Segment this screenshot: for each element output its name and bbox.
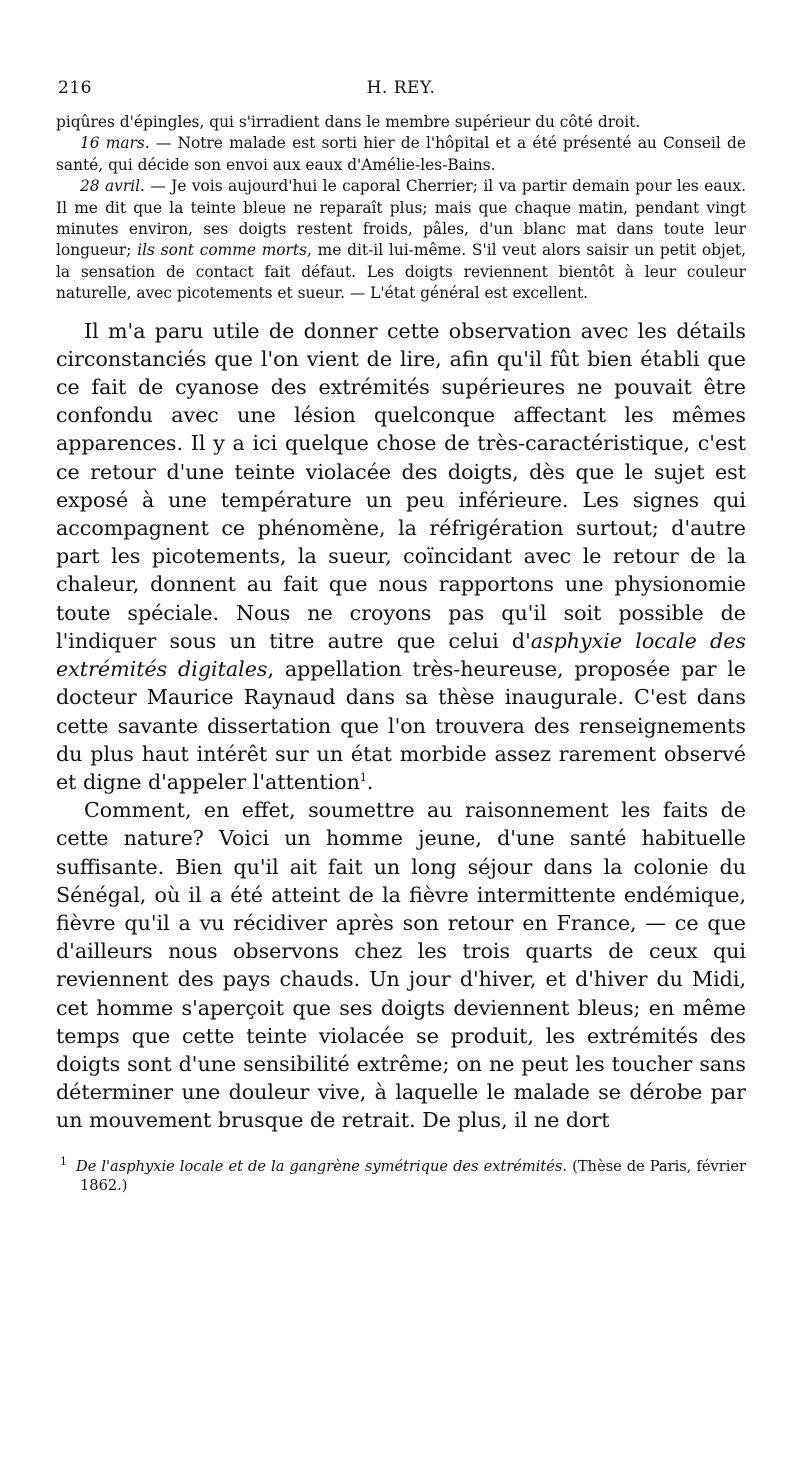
footnote-reference[interactable]: 1 — [359, 771, 367, 785]
observation-paragraph — [56, 176, 746, 304]
observation-date: 16 mars. — [80, 134, 150, 153]
page-header — [56, 78, 746, 106]
footnote-title: De l'asphyxie locale et de la gangrène symétrique des extrémités. — [76, 1157, 568, 1175]
main-text — [56, 317, 746, 1135]
body-text: . — [366, 769, 374, 794]
body-text: Il m'a paru utile de donner cette observation avec les détails circonstanciés que l'on vient de lire, afin qu'il fût bien établi que ce fait de cyanose des extrémités supérieures ne pouvait être confondu avec une lésion quelconque affectant les mêmes apparences. Il y a ici quelque chose de très-caractéristique, c'est ce retour d'une teinte violacée des doigts, dès que le sujet est exposé à une température un peu inférieure. Les signes qui accompagnent ce phénomène, la réfrigération surtout; d'autre part les picotements, la sueur, coïncidant avec le retour de la chaleur, donnent au fait que nous rapportons une physionomie toute spéciale. Nous ne croyons pas qu'il soit possible de l'indiquer sous un titre autre que celui d' — [56, 318, 746, 653]
observation-paragraph — [56, 133, 746, 176]
observation-paragraph: piqûres d'épingles, qui s'irradient dans le membre supérieur du côté droit. — [56, 113, 641, 131]
footnote: $^1$ De l'asphyxie locale et de la gangrène symétrique des extrémités. (Thèse de Paris, février 1862.) — [60, 1154, 746, 1194]
patient-quote: ils sont comme morts — [137, 241, 307, 260]
footnote-citation: (Thèse de Paris, février 1862.) — [80, 1157, 746, 1194]
observation-text: — Notre malade est sorti hier de l'hôpital et a été présenté au Conseil de santé, qui décide son envoi aux eaux d'Amélie-les-Bains. — [56, 134, 746, 174]
observation-text: — Je vois aujourd'hui le caporal Cherrier; il va partir demain pour les eaux. Il me dit que la teinte bleue ne reparaît plus; mais que chaque matin, pendant vingt minutes environ, ses doigts restent froids, pâles, d'un blanc mat dans toute leur longueur; — [56, 177, 746, 260]
body-paragraph — [56, 317, 746, 796]
running-title: H. REY. — [366, 78, 436, 98]
observation-text: , me dit-il lui-même. S'il veut alors saisir un petit objet, la sensation de contact fait défaut. Les doigts reviennent bientôt à leur couleur naturelle, avec picotements et sueur. — L'état général est excellent. — [56, 241, 746, 303]
observation-date: 28 avril. — [80, 177, 145, 196]
body-paragraph: Comment, en effet, soumettre au raisonnement les faits de cette nature? Voici un homme jeune, d'une santé habituelle suffisante. Bien qu'il ait fait un long séjour dans la colonie du Sénégal, où il a été atteint de la fièvre intermittente endémique, fièvre qu'il a vu récidiver après son retour en France, — ce que d'ailleurs nous observons chez les trois quarts de ceux qui reviennent des pays chauds. Un jour d'hiver, et d'hiver du Midi, cet homme s'aperçoit que ses doigts deviennent bleus; en même temps que cette teinte violacée se produit, les extrémités des doigts sont d'une sensibilité extrême; on ne peut les toucher sans déterminer une douleur vive, à laquelle le malade se dérobe par un mouvement brusque de retrait. De plus, il ne dort — [56, 798, 746, 1133]
observation-section — [56, 112, 746, 305]
body-text: , appellation très-heureuse, proposée par le docteur Maurice Raynaud dans sa thèse inaugurale. C'est dans cette savante dissertation que l'on trouvera des renseignements du plus haut intérêt sur un état morbide assez rarement observé et digne d'appeler l'attention — [56, 657, 746, 794]
term-italic: asphyxie locale des extrémités digitales — [56, 628, 746, 682]
page-number: 216 — [58, 78, 92, 98]
